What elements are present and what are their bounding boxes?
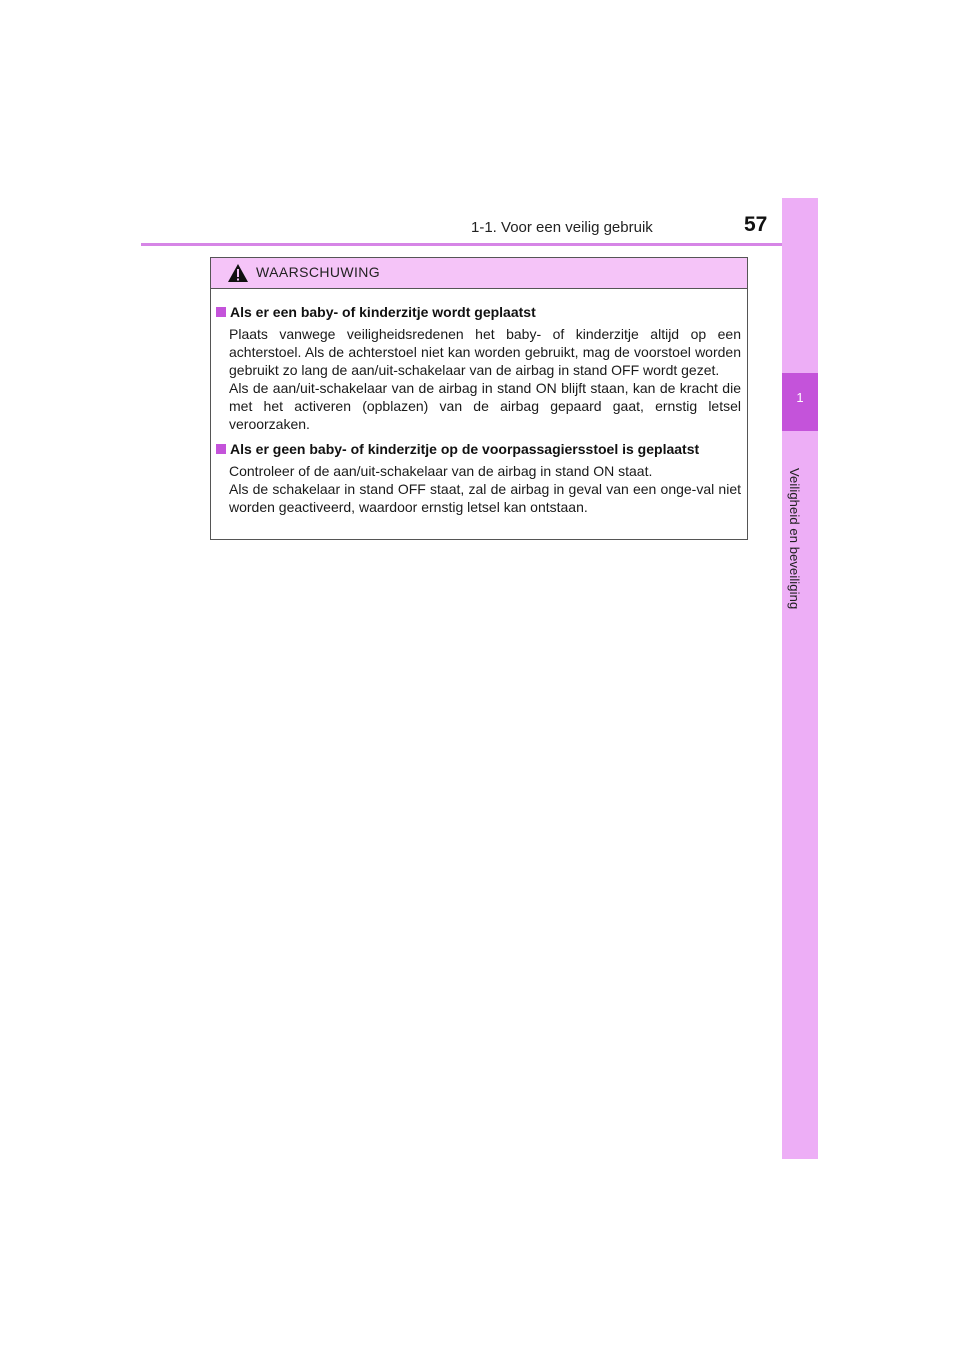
warning-title: WAARSCHUWING (256, 264, 381, 280)
page-number: 57 (744, 213, 768, 236)
warning-box (210, 257, 748, 540)
chapter-tab (782, 198, 818, 1159)
section-title: 1-1. Voor een veilig gebruik (471, 219, 653, 236)
section-heading (216, 302, 741, 322)
warning-section (216, 302, 741, 433)
section-heading-text: Als er een baby- of kinderzitje wordt geplaatst (230, 304, 536, 320)
warning-header (211, 258, 747, 289)
square-bullet-icon (216, 444, 226, 454)
paragraph: Controleer of de aan/uit-schakelaar van de airbag in stand ON staat. (229, 463, 653, 479)
square-bullet-icon (216, 307, 226, 317)
warning-triangle-icon (227, 263, 249, 283)
paragraph: Als de schakelaar in stand OFF staat, zal de airbag in geval van een onge-val niet worden geactiveerd, waardoor ernstig letsel kan ontstaan. (229, 481, 741, 515)
warning-body (211, 289, 747, 516)
section-heading (216, 439, 741, 459)
chapter-number: 1 (796, 390, 804, 405)
chapter-label: Veiligheid en beveiliging (787, 468, 802, 610)
paragraph: Plaats vanwege veiligheidsredenen het baby- of kinderzitje altijd op een achterstoel. Als de achterstoel niet kan worden gebruikt, mag de voorstoel worden gebruikt zo lang de aan/uit-schakelaar van de airbag in stand OFF wordt gezet. (229, 326, 741, 378)
header-rule (141, 243, 818, 246)
section-heading-text: Als er geen baby- of kinderzitje op de voorpassagiersstoel is geplaatst (230, 441, 700, 457)
warning-section (216, 439, 741, 516)
paragraph: Als de aan/uit-schakelaar van de airbag in stand ON blijft staan, kan de kracht die met het activeren (opblazen) van de airbag gepaard gaat, ernstig letsel veroorzaken. (229, 380, 741, 432)
